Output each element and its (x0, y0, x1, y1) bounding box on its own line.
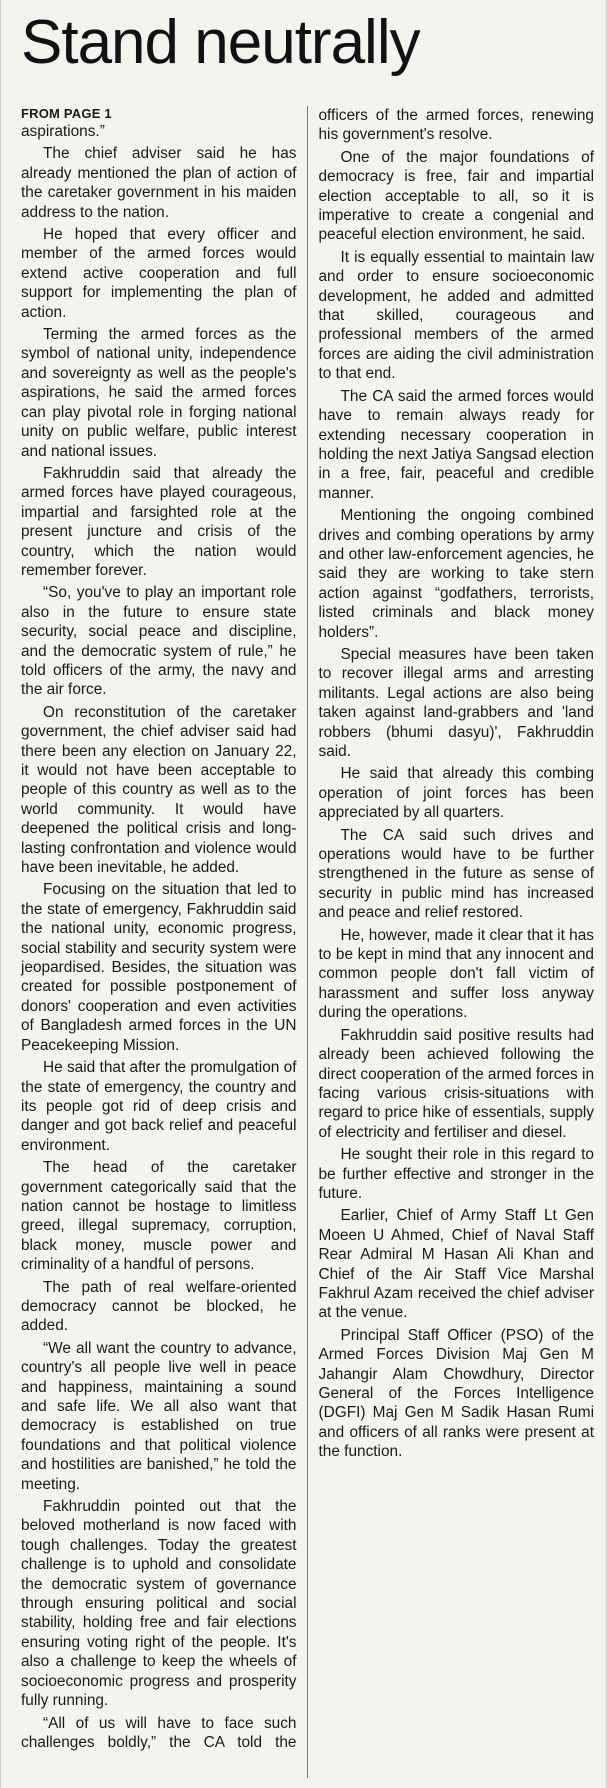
paragraph: He sought their role in this regard to be further effective and stronger in the future. (318, 1146, 594, 1202)
paragraph: Fakhruddin said that already the armed forces have played courageous, impartial and farsighted role at the present juncture and crisis of the country, which the nation would remember forever. (21, 464, 297, 579)
paragraph: On reconstitution of the caretaker government, the chief adviser said had there been any election on January 22, it would not have been acceptable to people of this country as well as to the world community. It would have deepened the political crisis and long-lasting confrontation and violence would have been inevitable, he added. (21, 703, 297, 877)
paragraph-0: FROM PAGE 1 aspirations.” (21, 106, 297, 141)
paragraph: He, however, made it clear that it has to be kept in mind that any innocent and common people don't fall victim of harassment and suffer loss anyway during the operations. (318, 926, 594, 1022)
paragraph: The chief adviser said he has already mentioned the plan of action of the caretaker government in his maiden address to the nation. (21, 145, 297, 221)
paragraph: “We all want the country to advance, country's all people live well in peace and happiness, maintaining a sound and safe life. We all also want that democracy is established on true foundations and that political violence and hostilities are banished,” he told the meeting. (21, 1339, 297, 1493)
paragraph: The CA said such drives and operations would have to be further strengthened in the future as sense of security in public mind has increased and peace and relief restored. (318, 826, 594, 922)
paragraph: He said that already this combing operation of joint forces has been appreciated by all quarters. (318, 765, 594, 822)
paragraph: “So, you've to play an important role also in the future to ensure state security, social peace and discipline, and the democratic system of rule,” he told officers of the army, the navy and the air force. (21, 584, 297, 699)
kicker: FROM PAGE 1 (21, 106, 112, 121)
paragraph: The CA said the armed forces would have to remain always ready for extending necessary cooperation in holding the next Jatiya Sangsad election in a free, fair, peaceful and credible manner. (318, 387, 595, 502)
paragraph: Terming the armed forces as the symbol of national unity, independence and sovereignty as well as the people's aspirations, he said the armed forces can play pivotal role in forging national unity on public welfare, public interest and national issues. (21, 326, 297, 460)
paragraph: Earlier, Chief of Army Staff Lt Gen Moeen U Ahmed, Chief of Naval Staff Rear Admiral M Hasan Ali Khan and Chief of the Air Staff Vice Marshal Fakhrul Azam received the chief adviser at the venue. (318, 1207, 594, 1322)
paragraph: Fakhruddin pointed out that the beloved motherland is now faced with tough challenges. Today the greatest challenge is to uphold and consolidate the democratic system of governance through ensuring political and social stability, holding free and fair elections ensuring voting right of the people. It's also a challenge to keep the wheels of socioeconomic progress and prosperity fully running. (21, 1498, 297, 1710)
paragraph: Fakhruddin said positive results had already been achieved following the direct cooperation of the armed forces in facing various crisis-situations with regard to price hike of essentials, supply of electricity and fertiliser and diesel. (318, 1026, 594, 1141)
paragraph: Principal Staff Officer (PSO) of the Armed Forces Division Maj Gen M Jahangir Alam Chowdhury, Director General of the Forces Intelligence (DGFI) Maj Gen M Sadik Hasan Rumi and officers of all ranks were present at the function. (318, 1326, 594, 1461)
paragraph: Special measures have been taken to recover illegal arms and arresting militants. Legal actions are also being taken against land-grabbers and 'land robbers (bhumi dasyu)', Fakhruddin said. (318, 645, 594, 760)
paragraph: “All of us will have to face such challenges boldly,” the CA told the officers of the armed forces, renewing his government's resolve. (21, 107, 594, 1751)
paragraph: The path of real welfare-oriented democracy cannot be blocked, he added. (21, 1278, 297, 1335)
paragraph: The head of the caretaker government categorically said that the nation cannot be hostage to limitless greed, illegal supremacy, corruption, black money, muscle power and criminality of a handful of persons. (21, 1159, 297, 1274)
article-body (21, 106, 594, 1778)
paragraph: He said that after the promulgation of the state of emergency, the country and its people got rid of deep crisis and danger and got back relief and peaceful environment. (21, 1059, 297, 1154)
paragraph: He hoped that every officer and member of the armed forces would extend active cooperation and full support for implementing the plan of action. (21, 226, 297, 321)
paragraph: Mentioning the ongoing combined drives and combing operations by army and other law-enforcement agencies, he said they are working to take stern action against “godfathers, terrorists, listed criminals and black money holders”. (318, 507, 594, 641)
paragraph: It is equally essential to maintain law and order to ensure socioeconomic development, he added and admitted that skilled, courageous and professional members of the armed forces are aiding the civil administration to that end. (318, 248, 594, 383)
paragraph: One of the major foundations of democracy is free, fair and impartial election acceptable to all, so it is imperative to create a congenial and peaceful election environment, he said. (318, 148, 594, 244)
headline: Stand neutrally (21, 8, 420, 77)
paragraph: Focusing on the situation that led to the state of emergency, Fakhruddin said the national unity, economic progress, social stability and security system were jeopardised. Besides, the situation was created for possible postponement of donors' cooperation and even activities of Bangladesh armed forces in the UN Peacekeeping Mission. (21, 881, 297, 1054)
